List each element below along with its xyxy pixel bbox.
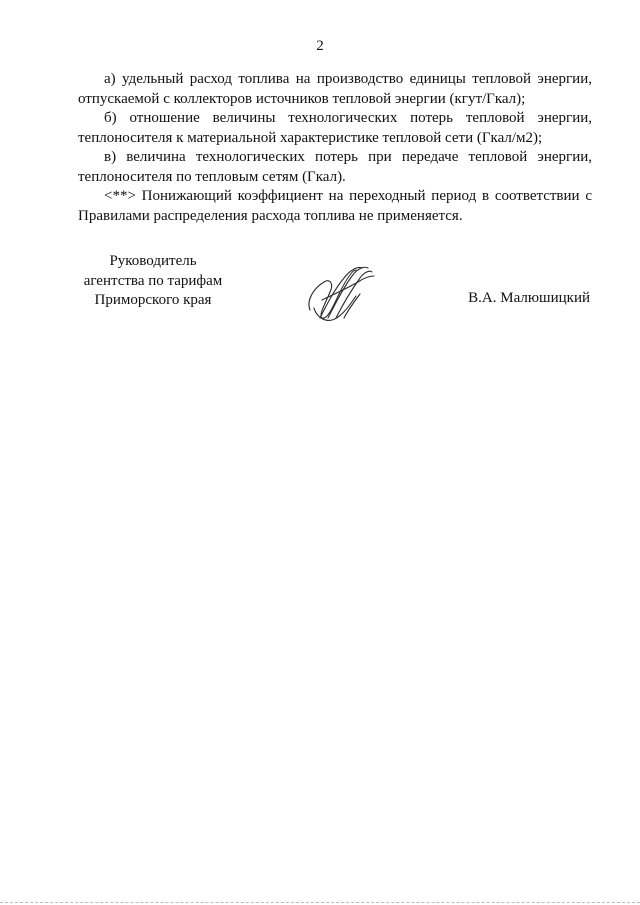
handwritten-signature bbox=[300, 260, 378, 326]
paragraph-a: а) удельный расход топлива на производство единицы тепловой энергии, отпускаемой с коллекторов источников тепловой энергии (кгут/Гкал); bbox=[78, 71, 592, 107]
signer-name: В.А. Малюшицкий bbox=[468, 290, 590, 306]
document-body bbox=[78, 70, 592, 226]
page-bottom-edge bbox=[0, 901, 640, 903]
paragraph-b: б) отношение величины технологических потерь тепловой энергии, теплоносителя к материальной характеристике тепловой сети (Гкал/м2); bbox=[78, 110, 592, 146]
footnote-paragraph: <**> Понижающий коэффициент на переходный период в соответствии с Правилами распределения расхода топлива не применяется. bbox=[78, 188, 592, 224]
signer-title-line-3: Приморского края bbox=[94, 292, 212, 308]
page-number: 2 bbox=[316, 38, 324, 54]
signature-block bbox=[0, 252, 640, 332]
signer-title bbox=[78, 252, 228, 311]
signer-title-line-2: агентства по тарифам bbox=[83, 272, 223, 289]
signer-title-line-1: Руководитель bbox=[109, 253, 197, 269]
paragraph-c: в) величина технологических потерь при передаче тепловой энергии, теплоносителя по тепловым сетям (Гкал). bbox=[78, 149, 592, 185]
